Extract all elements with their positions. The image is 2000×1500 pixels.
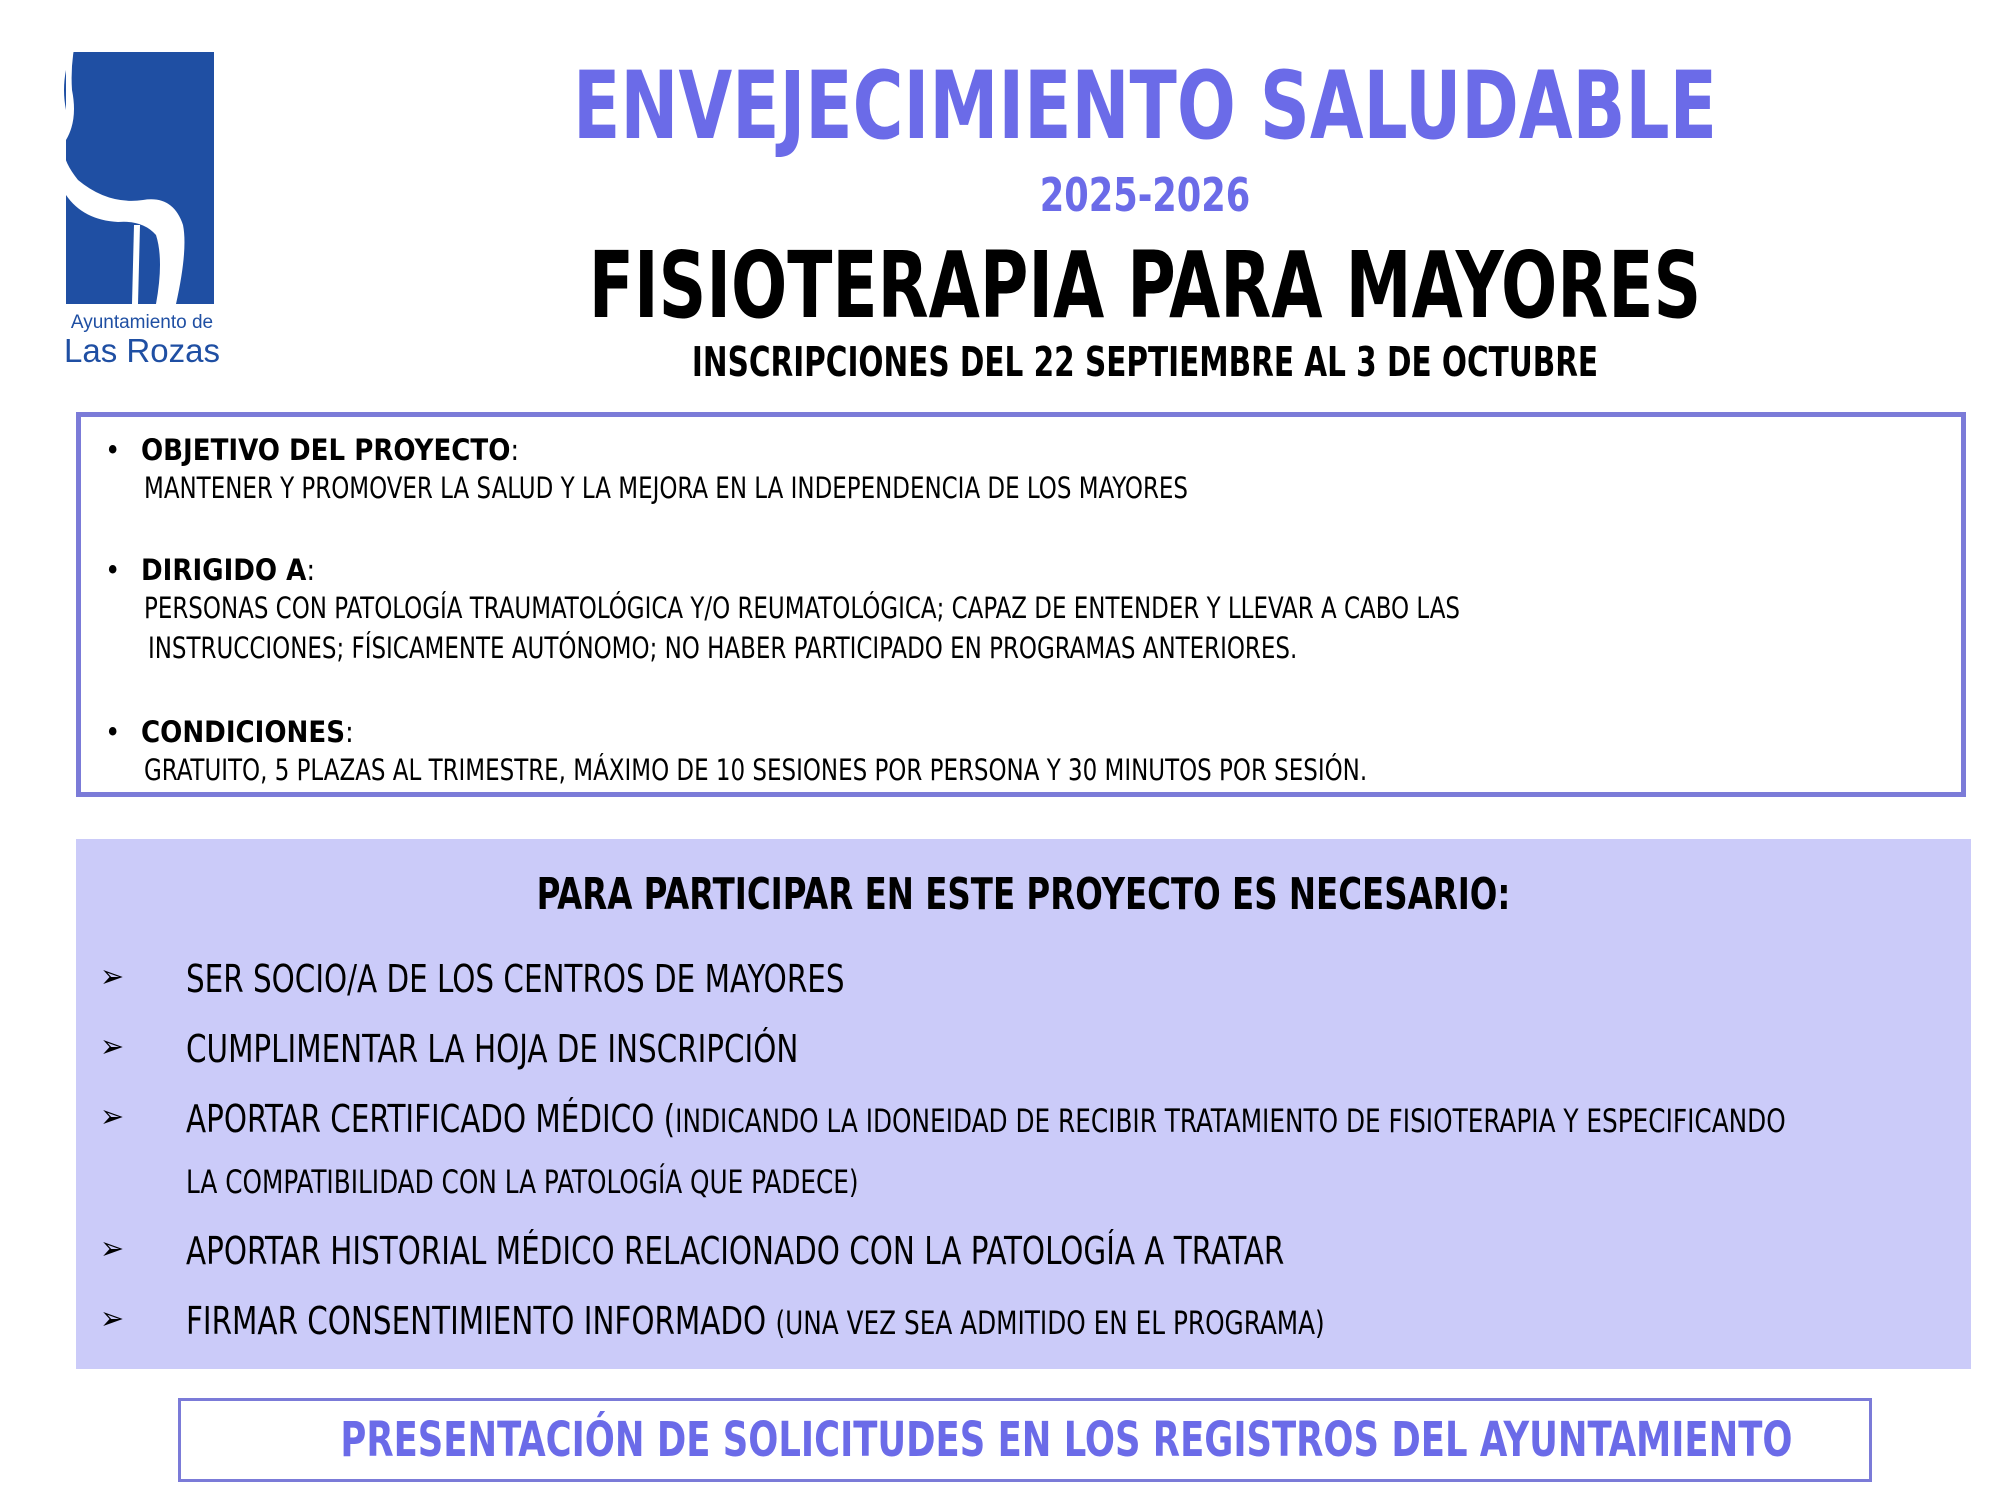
target-text-line2: INSTRUCCIONES; FÍSICAMENTE AUTÓNOMO; NO HABER PARTICIPADO EN PROGRAMAS ANTERIORES.	[148, 631, 1298, 665]
arrow-bullet-icon: ➢	[100, 1229, 125, 1267]
conditions-colon: :	[345, 715, 354, 749]
objective-heading-row	[105, 433, 519, 467]
arrow-bullet-icon: ➢	[100, 1027, 125, 1065]
conditions-heading: CONDICIONES	[141, 715, 345, 749]
submission-footer	[178, 1398, 1872, 1482]
registration-dates: INSCRIPCIONES DEL 22 SEPTIEMBRE AL 3 DE OCTUBRE	[691, 338, 1599, 386]
requirement-text	[186, 1097, 1786, 1141]
arrow-bullet-icon: ➢	[100, 1299, 125, 1337]
bullet-icon: •	[105, 433, 121, 467]
project-info-box	[76, 412, 1966, 797]
footer-text: PRESENTACIÓN DE SOLICITUDES EN LOS REGISTROS DEL AYUNTAMIENTO	[340, 1412, 1793, 1468]
requirement-main: APORTAR CERTIFICADO MÉDICO (	[186, 1097, 676, 1141]
stork-logo-icon	[48, 30, 228, 330]
bullet-icon: •	[105, 715, 121, 749]
logo-line1: Ayuntamiento de	[70, 312, 214, 333]
arrow-bullet-icon: ➢	[100, 957, 125, 995]
arrow-bullet-icon: ➢	[100, 1097, 125, 1135]
requirement-detail: INDICANDO LA IDONEIDAD DE RECIBIR TRATAMIENTO DE FISIOTERAPIA Y ESPECIFICANDO	[675, 1102, 1786, 1140]
target-heading: DIRIGIDO A	[141, 553, 307, 587]
requirement-text: CUMPLIMENTAR LA HOJA DE INSCRIPCIÓN	[186, 1027, 799, 1071]
requirement-detail-cont: LA COMPATIBILIDAD CON LA PATOLOGÍA QUE PADECE)	[186, 1163, 859, 1201]
main-title: ENVEJECIMIENTO SALUDABLE	[573, 52, 1717, 161]
objective-text: MANTENER Y PROMOVER LA SALUD Y LA MEJORA EN LA INDEPENDENCIA DE LOS MAYORES	[144, 471, 1188, 505]
requirement-text: APORTAR HISTORIAL MÉDICO RELACIONADO CON LA PATOLOGÍA A TRATAR	[186, 1229, 1285, 1273]
target-text-line1: PERSONAS CON PATOLOGÍA TRAUMATOLÓGICA Y/O REUMATOLÓGICA; CAPAZ DE ENTENDER Y LLEVAR A CABO LAS	[144, 591, 1461, 625]
conditions-text: GRATUITO, 5 PLAZAS AL TRIMESTRE, MÁXIMO DE 10 SESIONES POR PERSONA Y 30 MINUTOS POR SESIÓN.	[144, 753, 1368, 787]
requirement-detail: (UNA VEZ SEA ADMITIDO EN EL PROGRAMA)	[775, 1304, 1325, 1342]
target-heading-row	[105, 553, 315, 587]
objective-colon: :	[510, 433, 520, 467]
requirement-main: FIRMAR CONSENTIMIENTO INFORMADO	[186, 1299, 776, 1343]
requirement-text	[186, 1299, 1325, 1343]
ayuntamiento-logo	[48, 30, 228, 370]
objective-heading: OBJETIVO DEL PROYECTO	[141, 433, 511, 467]
subtitle: FISIOTERAPIA PARA MAYORES	[588, 232, 1702, 339]
logo-line2: Las Rozas	[64, 332, 220, 369]
requirement-text: SER SOCIO/A DE LOS CENTROS DE MAYORES	[186, 957, 845, 1001]
target-colon: :	[306, 553, 316, 587]
requirements-box	[76, 839, 1971, 1369]
requirements-heading: PARA PARTICIPAR EN ESTE PROYECTO ES NECESARIO:	[536, 869, 1511, 920]
bullet-icon: •	[105, 553, 121, 587]
conditions-heading-row	[105, 715, 354, 749]
years-label: 2025-2026	[1039, 168, 1251, 222]
